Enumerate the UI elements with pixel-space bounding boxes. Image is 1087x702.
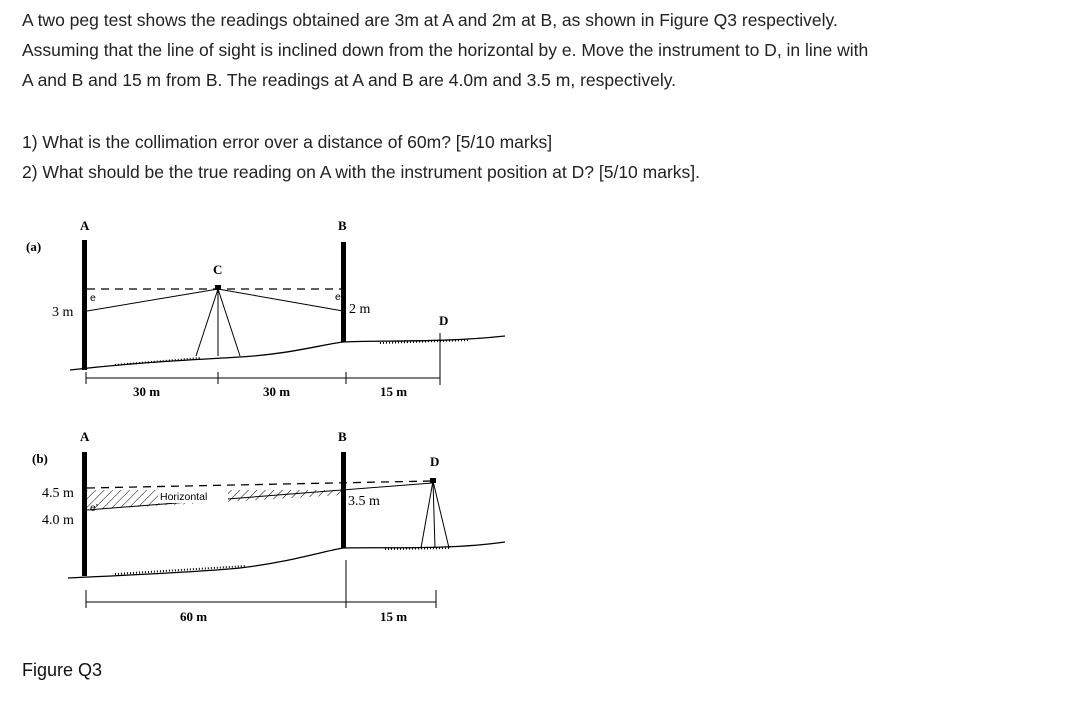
dist-ac-label: 30 m [133,384,161,399]
staff-a-b-label: A [80,429,90,444]
panel-b [32,429,505,624]
question-line-2: Assuming that the line of sight is inclined down from the horizontal by e. Move the instrument to D, in line with [22,40,869,60]
error-a-label: e [90,292,96,304]
staff-b-b-label: B [338,429,347,444]
question-item-1: 1) What is the collimation error over a distance of 60m? [5/10 marks] [22,132,553,152]
dist-bd-label: 15 m [380,384,408,399]
question-item-2: 2) What should be the true reading on A with the instrument position at D? [5/10 marks]. [22,162,701,182]
panel-b-label: (b) [32,451,48,466]
staff-b-b [341,452,346,548]
sight-line-a-left [87,289,218,311]
instrument-c-label: C [213,262,223,277]
error-a-b-label: e' [90,502,98,514]
panel-a-label: (a) [26,239,42,254]
staff-a-b [82,452,87,576]
instrument-d [421,478,449,548]
reading-b-b-label: 3.5 m [348,494,380,509]
instrument-d-label: D [430,454,440,469]
reading-a-bottom-label: 4.0 m [42,513,74,528]
reading-b-label: 2 m [349,302,371,317]
dist-bd-b-label: 15 m [380,609,408,624]
question-line-3: A and B and 15 m from B. The readings at A and B are 4.0m and 3.5 m, respectively. [22,70,677,90]
panel-a [26,218,505,399]
point-d-label: D [439,313,449,328]
ground-hatch-a1 [115,358,200,365]
figure-caption: Figure Q3 [22,660,103,680]
question-line-1: A two peg test shows the readings obtained are 3m at A and 2m at B, as shown in Figure Q3 respectively. [22,10,838,30]
staff-b-label: B [338,218,347,233]
reading-a-label: 3 m [52,305,74,320]
staff-a-label: A [80,218,90,233]
dist-cb-label: 30 m [263,384,291,399]
error-b-label: e [335,291,341,303]
horizontal-label: Horizontal [160,491,208,503]
dist-ab-label: 60 m [180,609,208,624]
instrument-c [196,285,240,356]
sight-line-a-right [218,289,343,311]
reading-a-top-label: 4.5 m [42,486,74,501]
